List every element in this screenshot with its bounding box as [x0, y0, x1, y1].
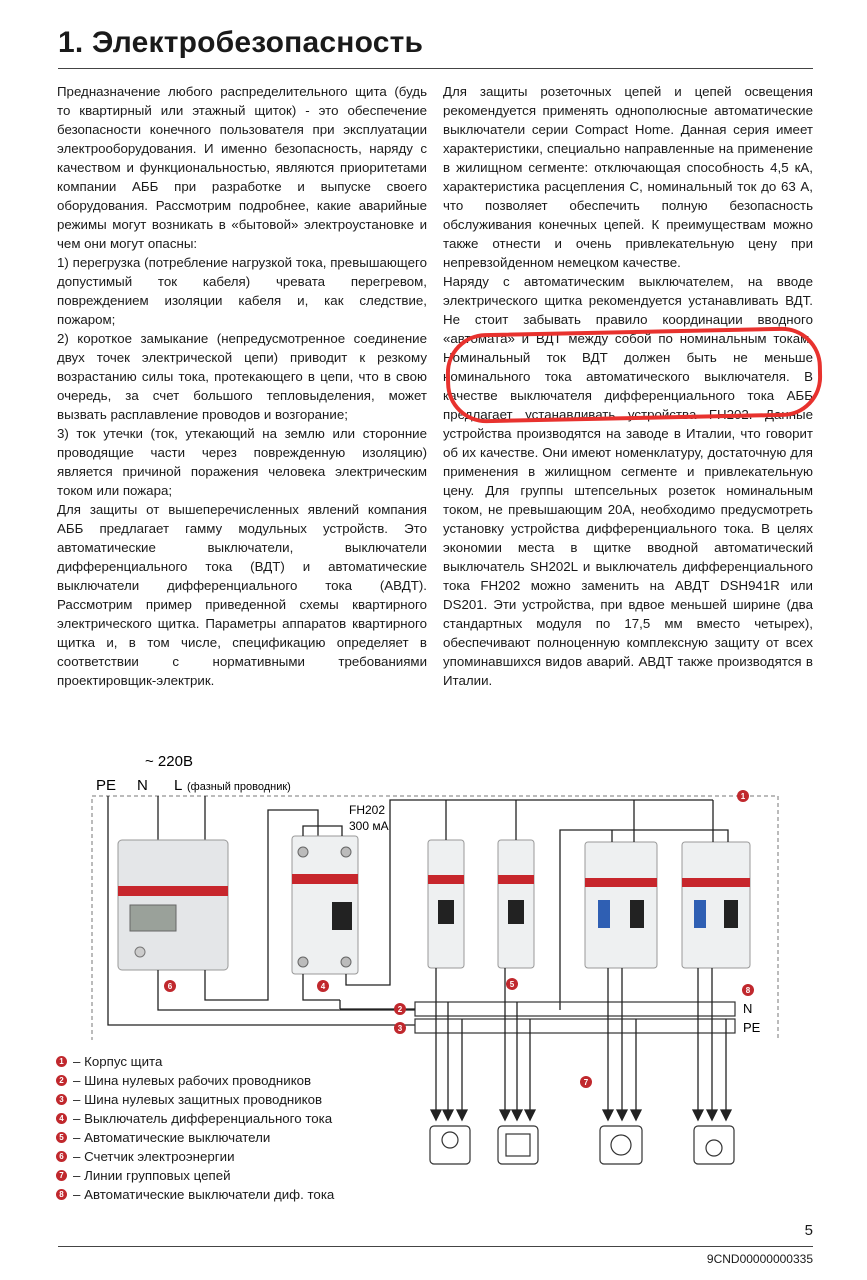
paragraph: Для защиты розеточных цепей и цепей освещения рекомендуется применять однополюсные автоматические выключатели серии Compact Home. Данная серия имеет характеристики, специально направленные на применение в жилищном сегменте: отключающая способность 4,5 кА, характеристика расцепления C, номинальный ток до 63 А, что позволяет обеспечить полную безопасность обслуживания конечных цепей. К преимуществам можно также отнести и очень привлекательную цену при непревзойденном немецком качестве.	[443, 84, 813, 270]
legend-item: 4 – Выключатель дифференциального тока	[56, 1109, 334, 1128]
rcd-current-label: 300 мА	[349, 819, 389, 833]
legend-item: 6 – Счетчик электроэнергии	[56, 1147, 334, 1166]
pe-label: PE	[96, 777, 117, 794]
marker-4: 4	[320, 982, 326, 991]
rcd-device	[292, 836, 358, 974]
legend-item: 3 – Шина нулевых защитных проводников	[56, 1090, 334, 1109]
hand-drawn-highlight	[445, 326, 823, 424]
circuit-breaker	[428, 840, 464, 968]
marker-8: 8	[745, 986, 751, 995]
document-id: 9CND00000000335	[706, 1252, 813, 1266]
footer-rule	[58, 1246, 813, 1247]
bus-pe-label: PE	[743, 1020, 761, 1035]
marker-2: 2	[397, 1005, 403, 1014]
paragraph: 1) перегрузка (потребление нагрузкой тока, превышающего допустимый ток кабеля) чревата перегревом, повреждением изоляции кабеля и, как следствие, пожаром;	[57, 255, 427, 327]
washer-load-icon	[694, 1126, 734, 1164]
text-column-left	[57, 82, 427, 690]
page-title: 1. Электробезопасность	[58, 26, 424, 59]
marker-3: 3	[397, 1024, 403, 1033]
l-note: (фазный проводник)	[187, 781, 291, 793]
panel-wiring-diagram	[0, 740, 867, 1040]
n-label: N	[137, 777, 148, 794]
voltage-label: ~ 220В	[145, 753, 193, 770]
marker-7: 7	[583, 1078, 589, 1087]
socket-load-icon	[600, 1126, 642, 1164]
page-number: 5	[804, 1222, 813, 1239]
stove-load-icon	[498, 1126, 538, 1164]
legend-item: 7 – Линии групповых цепей	[56, 1166, 334, 1185]
bus-n-label: N	[743, 1001, 753, 1016]
marker-1: 1	[740, 792, 746, 801]
energy-meter	[118, 840, 228, 970]
legend	[56, 1052, 334, 1204]
paragraph: Для защиты от вышеперечисленных явлений компания АББ предлагает гамму модульных устройств. Это автоматические выключатели, выключатели дифференциального тока (ВДТ) и автоматические выключатели дифференциального тока (АВДТ). Рассмотрим пример приведенной схемы квартирного электрического щитка. Параметры аппаратов квартирного щитка и, в том числе, спецификацию определяет в соответствии с нормативными требованиями проектировщик-электрик.	[57, 502, 427, 688]
paragraph: Наряду с автоматическим выключателем, на вводе электрического щитка рекомендуется устанавливать ВДТ. Не стоит забывать правило координации вводного «автомата» и ВДТ между собой по номинальным токам. Номинальный ток ВДТ должен быть не меньше номинального тока автоматического выключателя. В качестве выключателя дифференциального тока АББ предлагает устанавливать устройства FH202. Данные устройства производятся на заводе в Италии, что говорит об их качестве. Они имеют номенклатуру, достаточную для применения в жилищном сегменте и привлекательную цену. Для группы штепсельных розеток номинальным током, не превышающим 20А, необходимо предусмотреть установку устройства дифференциального тока. В целях экономии места в щитке вводной автоматический выключатель SH202L и выключатель дифференциального тока FH202 можно заменить на АВДТ DSH941R или DS201. Эти устройства, при вдвое меньшей ширине (два стандартных модуля по 17,5 мм вместо четырех), обеспечивают полноценную комплексную защиту от всех упоминавшихся видов аварий. АВДТ также производятся в Италии.	[443, 274, 813, 688]
paragraph: Предназначение любого распределительного щита (будь то квартирный или этажный щиток) - это обеспечение безопасности конечного пользователя при эксплуатации электрооборудования. И именно безопасность, наряду с качеством и функциональностью, являются приоритетами компании АББ при разработке и выпуске своего оборудования. Рассмотрим подробнее, какие аварийные режимы могут возникать в «бытовой» электроустановке и чем они могут опасны:	[57, 84, 427, 251]
legend-item: 1 – Корпус щита	[56, 1052, 334, 1071]
rcd-model-label: FH202	[349, 803, 386, 817]
l-label: L	[174, 777, 183, 794]
paragraph: 2) короткое замыкание (непредусмотренное соединение двух точек электрической цепи) приводит к резкому возрастанию силы тока, протекающего в цепи, что в свою очередь, за счет большого тепловыделения, может вызвать расплавление проводов и возгорание;	[57, 331, 427, 422]
legend-item: 2 – Шина нулевых рабочих проводников	[56, 1071, 334, 1090]
legend-item: 5 – Автоматические выключатели	[56, 1128, 334, 1147]
circuit-breaker	[498, 840, 534, 968]
marker-5: 5	[509, 980, 515, 989]
title-rule	[58, 68, 813, 69]
rcbo-device	[682, 842, 750, 968]
paragraph: 3) ток утечки (ток, утекающий на землю или сторонние проводящие части через поврежденную изоляцию) является причиной поражения человека электрическим током или пожара;	[57, 426, 427, 498]
rcbo-device	[585, 842, 657, 968]
legend-item: 8 – Автоматические выключатели диф. тока	[56, 1185, 334, 1204]
marker-6: 6	[167, 982, 173, 991]
